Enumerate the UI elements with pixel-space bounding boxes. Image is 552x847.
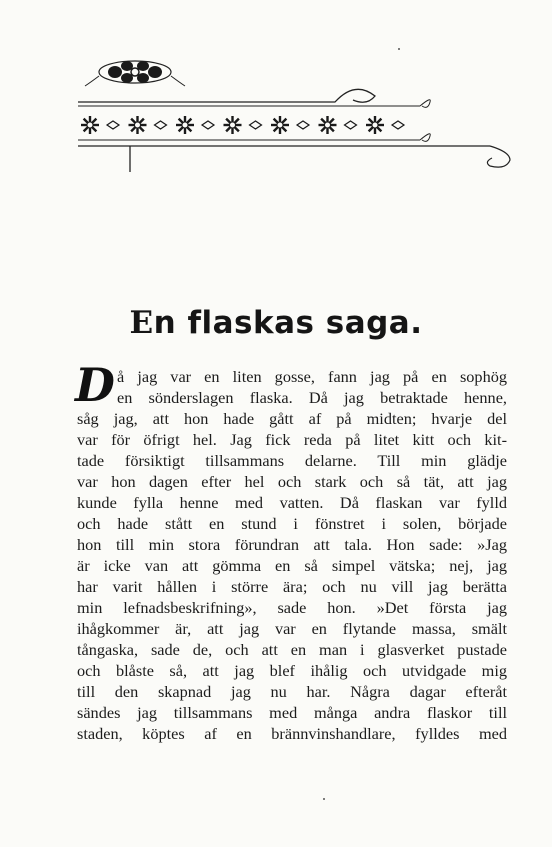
text-line: sändes jag tillsammans med många andra flaskor till xyxy=(77,703,507,722)
page-speck xyxy=(398,48,400,50)
floral-star-icon xyxy=(129,116,147,134)
floral-star-icon xyxy=(176,116,194,134)
title-rest: n flaskas saga. xyxy=(153,305,423,341)
flower-rosette-icon xyxy=(85,61,185,86)
text-line: och blåste så, att jag blef ihålig och utvidgade mig xyxy=(77,661,507,680)
text-line: min lefnadsbeskrifning», sade hon. »Det första jag xyxy=(77,598,507,617)
text-line: är icke van att gömma en så simpel vätska; nej, jag xyxy=(77,556,507,575)
diamond-icon xyxy=(107,121,119,129)
diamond-icon xyxy=(250,121,262,129)
text-line: var för öfrigt hel. Jag fick reda på litet kitt och kit- xyxy=(77,430,507,449)
text-line: kunde fylla henne med vatten. Då flaskan var fylld xyxy=(77,493,507,512)
text-line: och hade stått en stund i fönstret i solen, började xyxy=(77,514,507,533)
diamond-icon xyxy=(297,121,309,129)
floral-star-icon xyxy=(81,116,99,134)
star-diamond-row xyxy=(81,116,404,134)
floral-star-icon xyxy=(319,116,337,134)
text-line: tångaska, sade de, och att en man i glasverket pustade xyxy=(77,640,507,659)
diamond-icon xyxy=(392,121,404,129)
chapter-title xyxy=(0,305,552,341)
diamond-icon xyxy=(155,121,167,129)
page-speck xyxy=(323,798,325,800)
text-line: å jag var en liten gosse, fann jag på en sophög xyxy=(117,367,507,386)
text-line: till den skapnad jag nu har. Några dagar efteråt xyxy=(77,682,507,701)
floral-star-icon xyxy=(224,116,242,134)
swash-curl-icon xyxy=(78,89,375,102)
text-line: staden, köptes af en brännvinshandlare, fylldes med xyxy=(77,724,507,743)
floral-star-icon xyxy=(271,116,289,134)
swash-curl-icon xyxy=(487,146,510,167)
story-text xyxy=(77,366,507,744)
header-ornament xyxy=(0,0,552,190)
text-line: hon till min stora förundran att tala. Hon sade: »Jag xyxy=(77,535,507,554)
title-initial: E xyxy=(129,305,154,341)
text-line: var hon dagen efter hel och stark och så tät, att jag xyxy=(77,472,507,491)
diamond-icon xyxy=(202,121,214,129)
diamond-icon xyxy=(345,121,357,129)
text-line: såg jag, att hon hade gått af på midten; hvarje del xyxy=(77,409,507,428)
drop-cap: D xyxy=(75,358,115,412)
text-line: en sönderslagen flaska. Då jag betraktade henne, xyxy=(117,388,507,407)
text-line: ihågkommer är, att jag var en flytande massa, smält xyxy=(77,619,507,638)
text-line: har varit hållen i större ära; och nu vill jag berätta xyxy=(77,577,507,596)
floral-star-icon xyxy=(366,116,384,134)
text-line: tade försiktigt tillsammans delarne. Till min glädje xyxy=(77,451,507,470)
